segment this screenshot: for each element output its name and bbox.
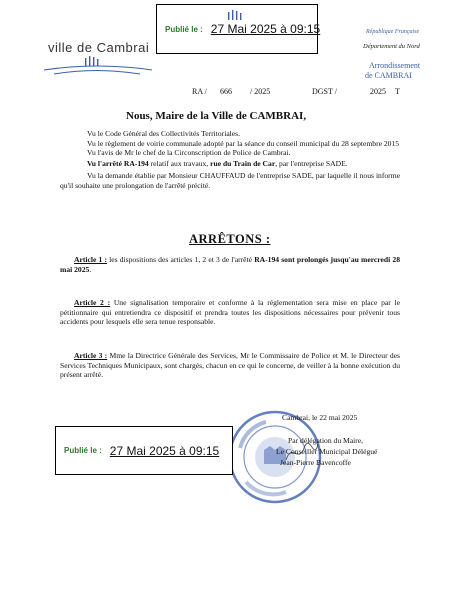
publication-stamp-bottom	[55, 426, 233, 475]
signature-line-1: Par délégation du Maire,	[288, 436, 364, 445]
page-title: Nous, Maire de la Ville de CAMBRAI,	[126, 110, 307, 122]
stamp-label-bottom: Publié le :	[64, 446, 102, 455]
arrondissement-line1: Arrondissement	[369, 61, 421, 70]
vu-line-3: Vu l'avis de Mr le chef de la Circonscription de Police de Cambrai.	[87, 148, 291, 157]
stamp-date-bottom: 27 Mai 2025 à 09:15	[109, 443, 220, 458]
vu-line-4-ra: RA-194	[123, 158, 149, 168]
vu-line-4-street: rue du Train de Car	[210, 158, 276, 168]
signature-line-2: Le Conseiller Municipal Délégué	[276, 447, 378, 456]
article-1-text-b: .	[89, 264, 92, 274]
handwritten-signature-icon	[282, 438, 322, 468]
vu-line-4	[60, 159, 400, 169]
logo-bars-icon	[82, 56, 102, 66]
ref-number: 666	[220, 87, 232, 96]
stamp-date: 27 Mai 2025 à 09:15	[210, 22, 321, 36]
stamp-bars-icon	[226, 10, 244, 20]
vu-line-1: Vu le Code Général des Collectivités Territoriales.	[87, 129, 241, 138]
signature-line-3: Jean-Pierre Bavencoffe	[280, 458, 351, 467]
vu-line-4-suffix: , par l'entreprise SADE.	[275, 158, 348, 168]
republique-label: République Française	[366, 29, 420, 35]
article-3	[60, 351, 400, 380]
ref-year2: 2025	[370, 87, 386, 96]
vu-line-4-mid: relatif aux travaux,	[148, 158, 211, 168]
vu-line-5: Vu la demande établie par Monsieur CHAUFFAUD de l'entreprise SADE, par laquelle il nous informe qu'il souhaite une prolongation de l'arrêté précité.	[60, 171, 400, 190]
arrondissement-line2: de CAMBRAI	[365, 71, 412, 80]
article-3-text: Mme la Directrice Générale des Services, Mr le Commissaire de Police et M. le Directeur des Services Techniques Municipaux, sont chargés, chacun en ce qui le concerne, de veiller à la bonne exécution du présent arrêté.	[60, 351, 400, 379]
article-1	[60, 255, 400, 274]
ref-dgst: DGST /	[312, 87, 337, 96]
logo-text: ville de Cambrai	[48, 40, 150, 55]
article-2-label: Article 2 :	[74, 298, 111, 307]
arretons-heading: ARRÊTONS :	[189, 232, 271, 246]
vu-line-2: Vu le règlement de voirie communale adopté par la séance du conseil municipal du 28 septembre 2015	[87, 138, 400, 148]
article-3-label: Article 3 :	[74, 351, 108, 360]
ref-ra: RA /	[192, 87, 207, 96]
reference-line	[192, 87, 412, 99]
article-1-bold: RA-194 sont prolongés jusqu'au mercredi 28 mai 2025	[60, 255, 400, 274]
vu-block	[60, 129, 400, 190]
article-1-text-a: les dispositions des articles 1, 2 et 3 de l'arrêté	[106, 255, 255, 264]
arrondissement-label	[365, 61, 445, 81]
article-1-label: Article 1 :	[74, 255, 107, 264]
signature-place-date: Cambrai, le 22 mai 2025	[282, 413, 358, 422]
ref-suffix: T	[395, 87, 400, 96]
vu-line-4-prefix: Vu l'arrêté	[87, 158, 124, 168]
stamp-label: Publié le :	[165, 24, 203, 34]
article-2-text: Une signalisation temporaire et conforme à la réglementation sera mise en place par le pétitionnaire qui entretiendra ce dispositif et prendra toutes les dispositions nécessaires pour prévenir tous accidents pour lesquels elle sera tenue responsable.	[60, 298, 400, 326]
article-2	[60, 298, 400, 327]
departement-label: Département du Nord	[363, 43, 420, 50]
ref-year: / 2025	[250, 87, 271, 96]
